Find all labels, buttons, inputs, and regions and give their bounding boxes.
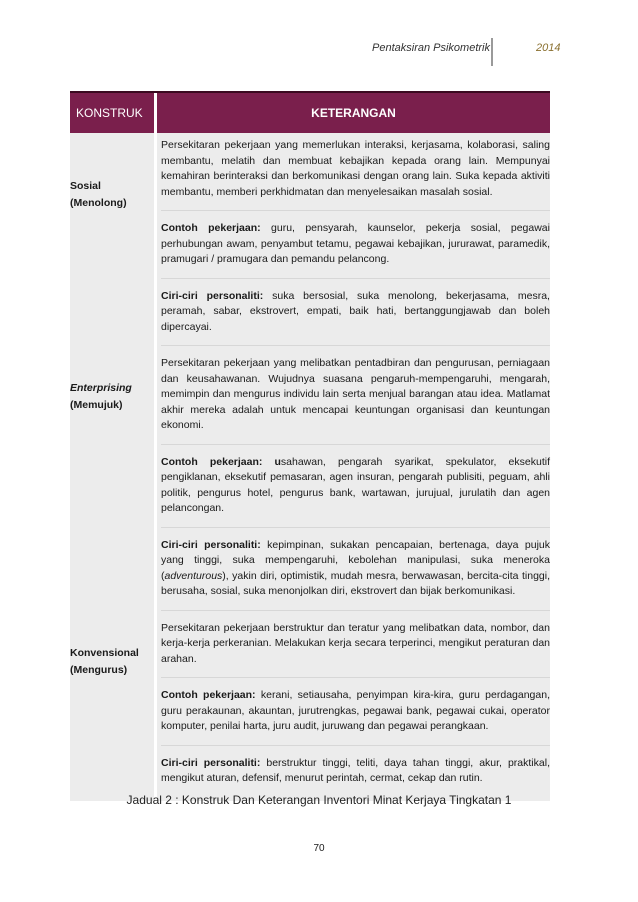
konstruk-enterprising: Enterprising (Memujuk) xyxy=(70,382,132,411)
contoh-sosial: Contoh pekerjaan: guru, pensyarah, kaunselor, pekerja sosial, pegawai perhubungan awam, penyambut tetamu, pegawai kebajikan, jururawat, paramedik, pramugari / pramugara dan pemandu pelancong. xyxy=(161,222,550,265)
konstruk-konvensional: Konvensional (Mengurus) xyxy=(70,647,139,676)
keterangan-column xyxy=(157,133,550,801)
row-konvensional xyxy=(161,621,550,787)
contoh-konvensional: Contoh pekerjaan: kerani, setiausaha, penyimpan kira-kira, guru perdagangan, guru perakaunan, akauntan, jurutrengkas, pegawai bank, pegawai cukai, operator komputer, penilai harta, juru audit, juruwang dan pegawai perangkaan. xyxy=(161,689,550,732)
page-number: 70 xyxy=(313,843,325,854)
header-keterangan: KETERANGAN xyxy=(311,106,396,120)
header-konstruk: KONSTRUK xyxy=(76,106,143,120)
konstruk-column xyxy=(70,133,154,801)
table-caption: Jadual 2 : Konstruk Dan Keterangan Inventori Minat Kerjaya Tingkatan 1 xyxy=(126,793,512,807)
ciri-sosial: Ciri-ciri personaliti: suka bersosial, suka menolong, bekerjasama, mesra, peramah, sabar, ekstrovert, empati, baik hati, bertanggungjawab dan boleh dipercayai. xyxy=(161,289,550,333)
ciri-konvensional: Ciri-ciri personaliti: berstruktur tinggi, teliti, daya tahan tinggi, akur, praktikal, mengikut aturan, defensif, menurut perintah, cermat, cekap dan rutin. xyxy=(161,756,550,784)
konstruk-table xyxy=(70,91,550,801)
contoh-enterprising: Contoh pekerjaan: usahawan, pengarah syarikat, spekulator, eksekutif pengiklanan, eksekutif pemasaran, agen insuran, pengarah publisiti, peguam, ahli politik, pengurus hotel, pengurus bank, wartawan, jurujual, jurulatih dan agen pelancongan. xyxy=(161,455,550,514)
row-enterprising xyxy=(161,356,550,600)
konstruk-sosial: Sosial (Menolong) xyxy=(70,180,127,209)
table-header-row xyxy=(70,91,550,133)
header-divider xyxy=(491,38,493,66)
row-sosial xyxy=(161,133,550,335)
ciri-enterprising: Ciri-ciri personaliti: kepimpinan, sukakan pencapaian, bertenaga, daya pujuk yang tinggi, suka mempengaruhi, kebolehan manipulasi, suka meneroka (adventurous), yakin diri, optimistik, mudah mesra, berwawasan, bercita-cita tinggi, berusaha, sosial, suka menonjolkan diri, ekstrovert dan bijak berkomunikasi. xyxy=(161,538,550,597)
header-year: 2014 xyxy=(536,42,561,54)
table-body xyxy=(70,133,550,801)
page-header xyxy=(0,38,638,68)
desc-sosial: Persekitaran pekerjaan yang memerlukan interaksi, kerjasama, kolaborasi, saling membantu, melatih dan membuat kebajikan kepada orang lain. Mempunyai kemahiran berinteraksi dan berkomunikasi dengan orang lain. Suka kepada aktiviti membantu, memberi perkhidmatan dan menyelesaikan masalah sosial. xyxy=(161,139,550,198)
desc-konvensional: Persekitaran pekerjaan berstruktur dan teratur yang melibatkan data, nombor, dan kerja-kerja perkeranian. Melakukan kerja secara terperinci, mengikut peraturan dan arahan. xyxy=(161,621,550,665)
desc-enterprising: Persekitaran pekerjaan yang melibatkan pentadbiran dan pengurusan, perniagaan dan keusahawanan. Wujudnya suasana pengaruh-mempengaruhi, mengarah, memimpin dan mengurus individu lain serta menjual barangan atau idea. Matlamat akhir mereka adalah untuk mencapai keuntungan organisasi dan keuntungan ekonomi. xyxy=(161,357,550,431)
header-title: Pentaksiran Psikometrik xyxy=(372,42,490,54)
